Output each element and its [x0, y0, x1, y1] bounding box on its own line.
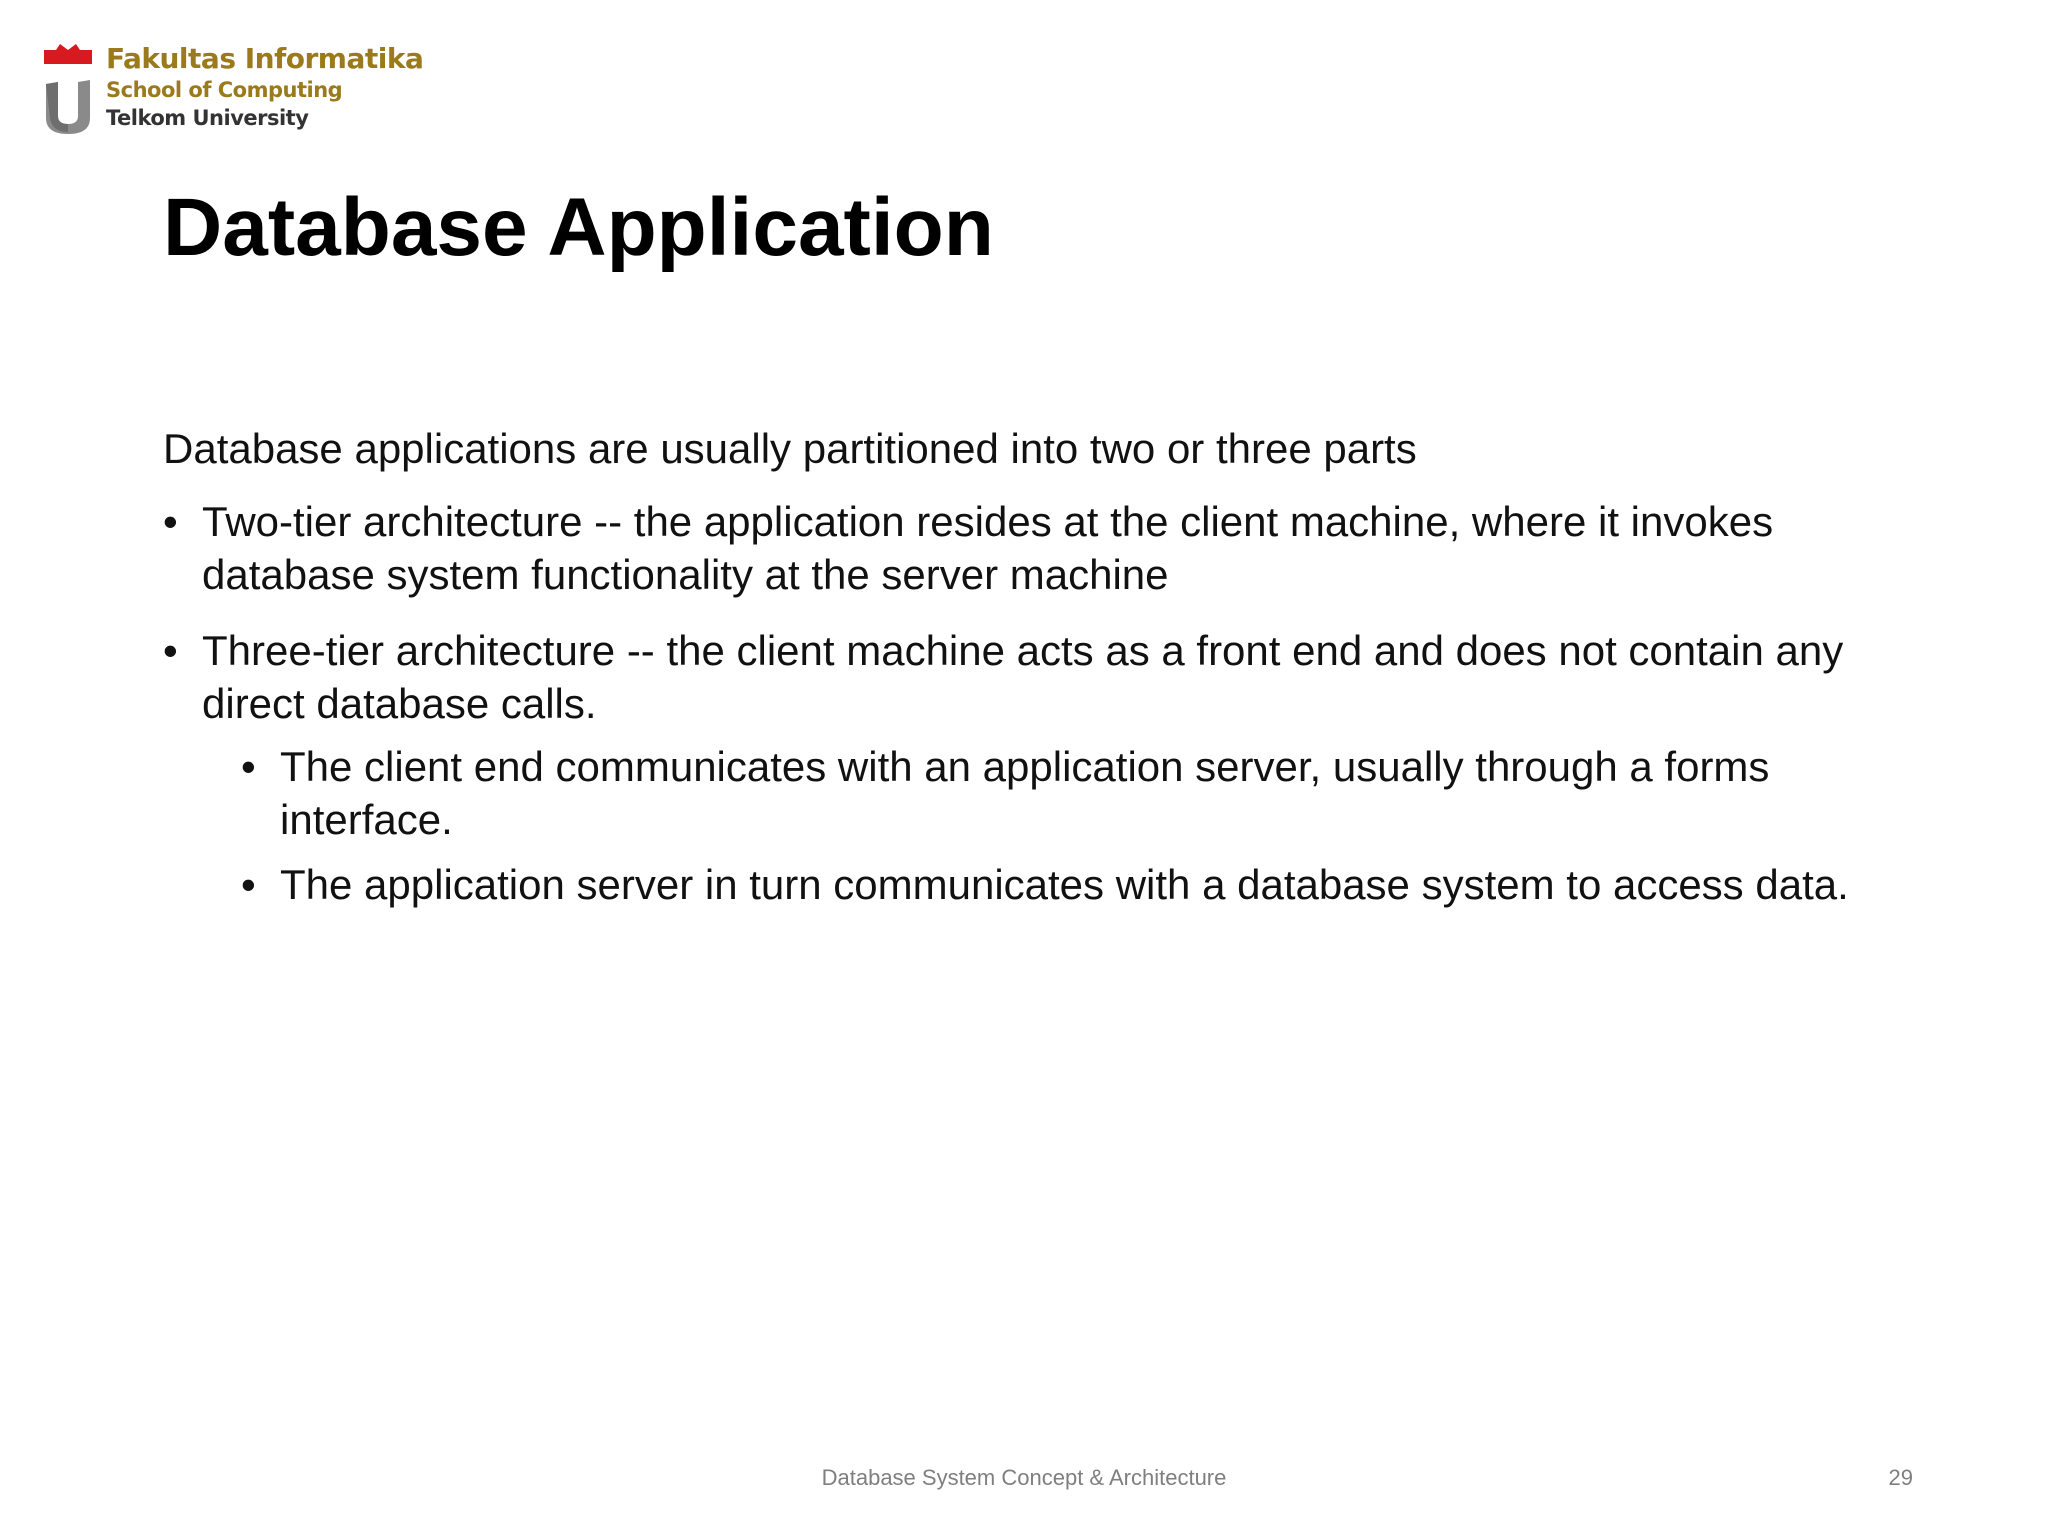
bullet-two-tier	[163, 495, 1923, 601]
sub-bullet-marker: •	[241, 743, 256, 790]
bullet-marker: •	[163, 498, 178, 545]
logo-school-name: School of Computing	[106, 78, 343, 102]
footer-title: Database System Concept & Architecture	[821, 1465, 1227, 1490]
bullet-text: Two-tier architecture -- the application resides at the client machine, where it invokes database system functionality at the server machine	[202, 498, 1774, 598]
slide-title: Database Application	[163, 182, 994, 273]
bullet-marker: •	[163, 627, 178, 674]
slide-number: 29	[1888, 1465, 1913, 1490]
intro-text: Database applications are usually partitioned into two or three parts	[163, 425, 1417, 472]
logo-faculty-name: Fakultas Informatika	[106, 42, 424, 75]
bullet-text: Three-tier architecture -- the client machine acts as a front end and does not contain any direct database calls.	[202, 627, 1844, 727]
sub-bullet-text: The client end communicates with an application server, usually through a forms interface.	[280, 743, 1770, 843]
logo-text	[106, 42, 423, 132]
sub-bullet-text: The application server in turn communicates with a database system to access data.	[280, 861, 1849, 908]
sub-bullet-marker: •	[241, 861, 256, 908]
slide-body	[163, 422, 1923, 923]
logo	[42, 42, 442, 142]
telkom-university-logo-icon	[42, 42, 94, 134]
sub-bullet-client-end	[163, 740, 1923, 846]
sub-bullet-application-server	[163, 858, 1923, 911]
bullet-three-tier	[163, 624, 1923, 730]
logo-university-name: Telkom University	[106, 106, 309, 130]
